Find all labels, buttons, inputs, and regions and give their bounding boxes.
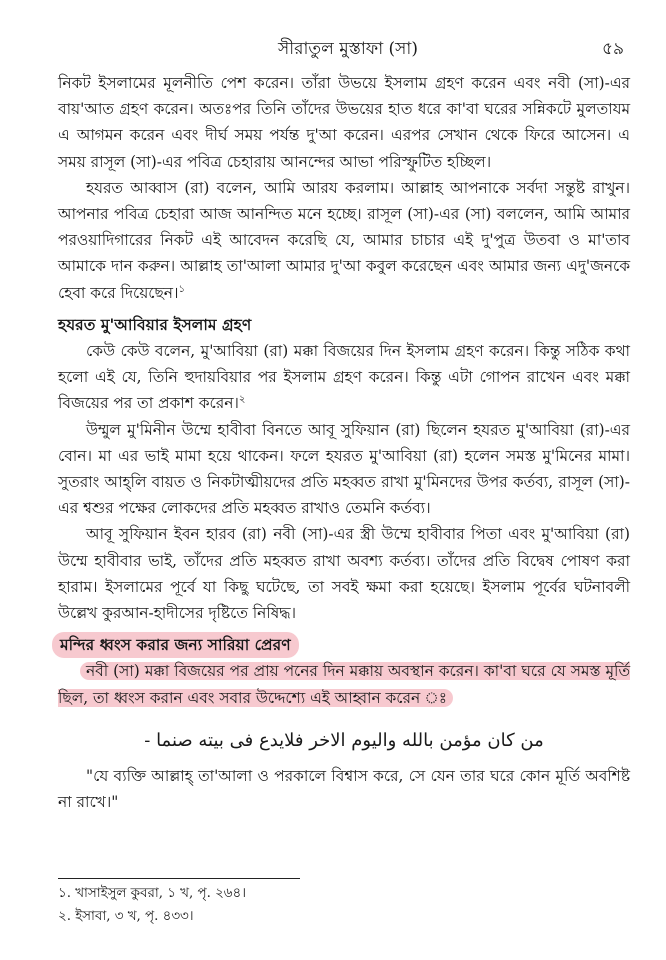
footnote-divider (58, 878, 300, 879)
footnote-2: ২. ইসাবা, ৩ খ, পৃ. ৪৩৩। (58, 909, 194, 924)
section-heading-temple (58, 632, 630, 658)
body-text (58, 70, 630, 815)
highlighted-heading: মন্দির ধ্বংস করার জন্য সারিয়া প্রেরণ (52, 632, 299, 658)
running-title: সীরাতুল মুস্তাফা (সা) (278, 39, 418, 59)
paragraph-6 (58, 658, 630, 710)
page-header (60, 34, 636, 64)
footnote-ref-1[interactable]: ১ (178, 283, 186, 295)
footnote-ref-2[interactable]: ২ (238, 394, 246, 406)
highlighted-paragraph: নবী (সা) মক্কা বিজয়ের পর প্রায় পনের দিন মক্কায় অবস্থান করেন। কা'বা ঘরে যে সমস্ত মূর্তি ছিল, তা ধ্বংস করান এবং সবার উদ্দেশ্যে এই আহ্বান করেন ঃ (58, 662, 630, 707)
arabic-hadith: من كان مؤمن بالله واليوم الاخر فلايدع فى بيته صنما - (144, 729, 544, 751)
paragraph-3-text: কেউ কেউ বলেন, মু'আবিয়া (রা) মক্কা বিজয়ের দিন ইসলাম গ্রহণ করেন। কিন্তু সঠিক কথা হলো এই যে, তিনি হুদায়বিয়ার পর ইসলাম গ্রহণ করেন। কিন্তু এটা গোপন রাখেন এবং মক্কা বিজয়ের পর তা প্রকাশ করেন। (58, 342, 630, 413)
section-heading-muawiya: হযরত মু'আবিয়ার ইসলাম গ্রহণ (58, 314, 252, 334)
page-number: ৫৯ (601, 39, 624, 59)
paragraph-4: উম্মুল মু'মিনীন উম্মে হাবীবা বিনতে আবূ সুফিয়ান (রা) ছিলেন হযরত মু'আবিয়া (রা)-এর বোন। মা এর ভাই মামা হয়ে থাকেন। ফলে হযরত মু'আবিয়া (রা) হলেন সমস্ত মু'মিনের মামা। সুতরাং আহ্‌লি বায়ত ও নিকটাত্মীয়দের প্রতি মহব্বত রাখা মু'মিনদের উপর কর্তব্য, রাসূল (সা)-এর শ্বশুর পক্ষের লোকদের প্রতি মহব্বত রাখাও তেমনি কর্তব্য। (58, 420, 630, 518)
paragraph-2 (58, 175, 630, 306)
paragraph-1: নিকট ইসলামের মূলনীতি পেশ করেন। তাঁরা উভয়ে ইসলাম গ্রহণ করেন এবং নবী (সা)-এর বায়'আত গ্রহণ করেন। অতঃপর তিনি তাঁদের উভয়ের হাত ধরে কা'বা ঘরের সন্নিকটে মুলতাযম এ আগমন করেন এবং দীর্ঘ সময় পর্যন্ত দু'আ করেন। এরপর সেখান থেকে ফিরে আসেন। এ সময় রাসূল (সা)-এর পবিত্র চেহারায় আনন্দের আভা পরিস্ফুটিত হচ্ছিল। (58, 74, 630, 171)
paragraph-5: আবূ সুফিয়ান ইবন হারব (রা) নবী (সা)-এর স্ত্রী উম্মে হাবীবার পিতা এবং মু'আবিয়া (রা) উম্মে হাবীবার ভাই, তাঁদের প্রতি মহব্বত রাখা অবশ্য কর্তব্য। তাঁদের প্রতি বিদ্বেষ পোষণ করা হারাম। ইসলামের পূর্বে যা কিছু ঘটেছে, তা সবই ক্ষমা করা হয়েছে। ইসলাম পূর্বের ঘটনাবলী উল্লেখ কুরআন-হাদীসের দৃষ্টিতে নিষিদ্ধ। (58, 525, 630, 623)
paragraph-3 (58, 338, 630, 417)
footnote-1: ১. খাসাইসুল কুবরা, ১ খ, পৃ. ২৬৪। (58, 886, 246, 901)
paragraph-2-text: হযরত আব্বাস (রা) বলেন, আমি আরয করলাম। আল্লাহ আপনাকে সর্বদা সন্তুষ্ট রাখুন। আপনার পবিত্র চেহারা আজ আনন্দিত মনে হচ্ছে। রাসূল (সা)-এর (সা) বললেন, আমি আমার পরওয়াদিগারের নিকট এই আবেদন করেছি যে, আমার চাচার এই দু'পুত্র উতবা ও মা'তাব আমাকে দান করুন। আল্লাহ তা'আলা আমার দু'আ কবুল করেছেন এবং আমার জন্য এদু'জনকে হেবা করে দিয়েছেন। (58, 178, 630, 302)
footnotes (58, 882, 246, 928)
translation-quote: "যে ব্যক্তি আল্লাহ্ তা'আলা ও পরকালে বিশ্বাস করে, সে যেন তার ঘরে কোন মূর্তি অবশিষ্ট না রাখে।" (58, 766, 630, 812)
